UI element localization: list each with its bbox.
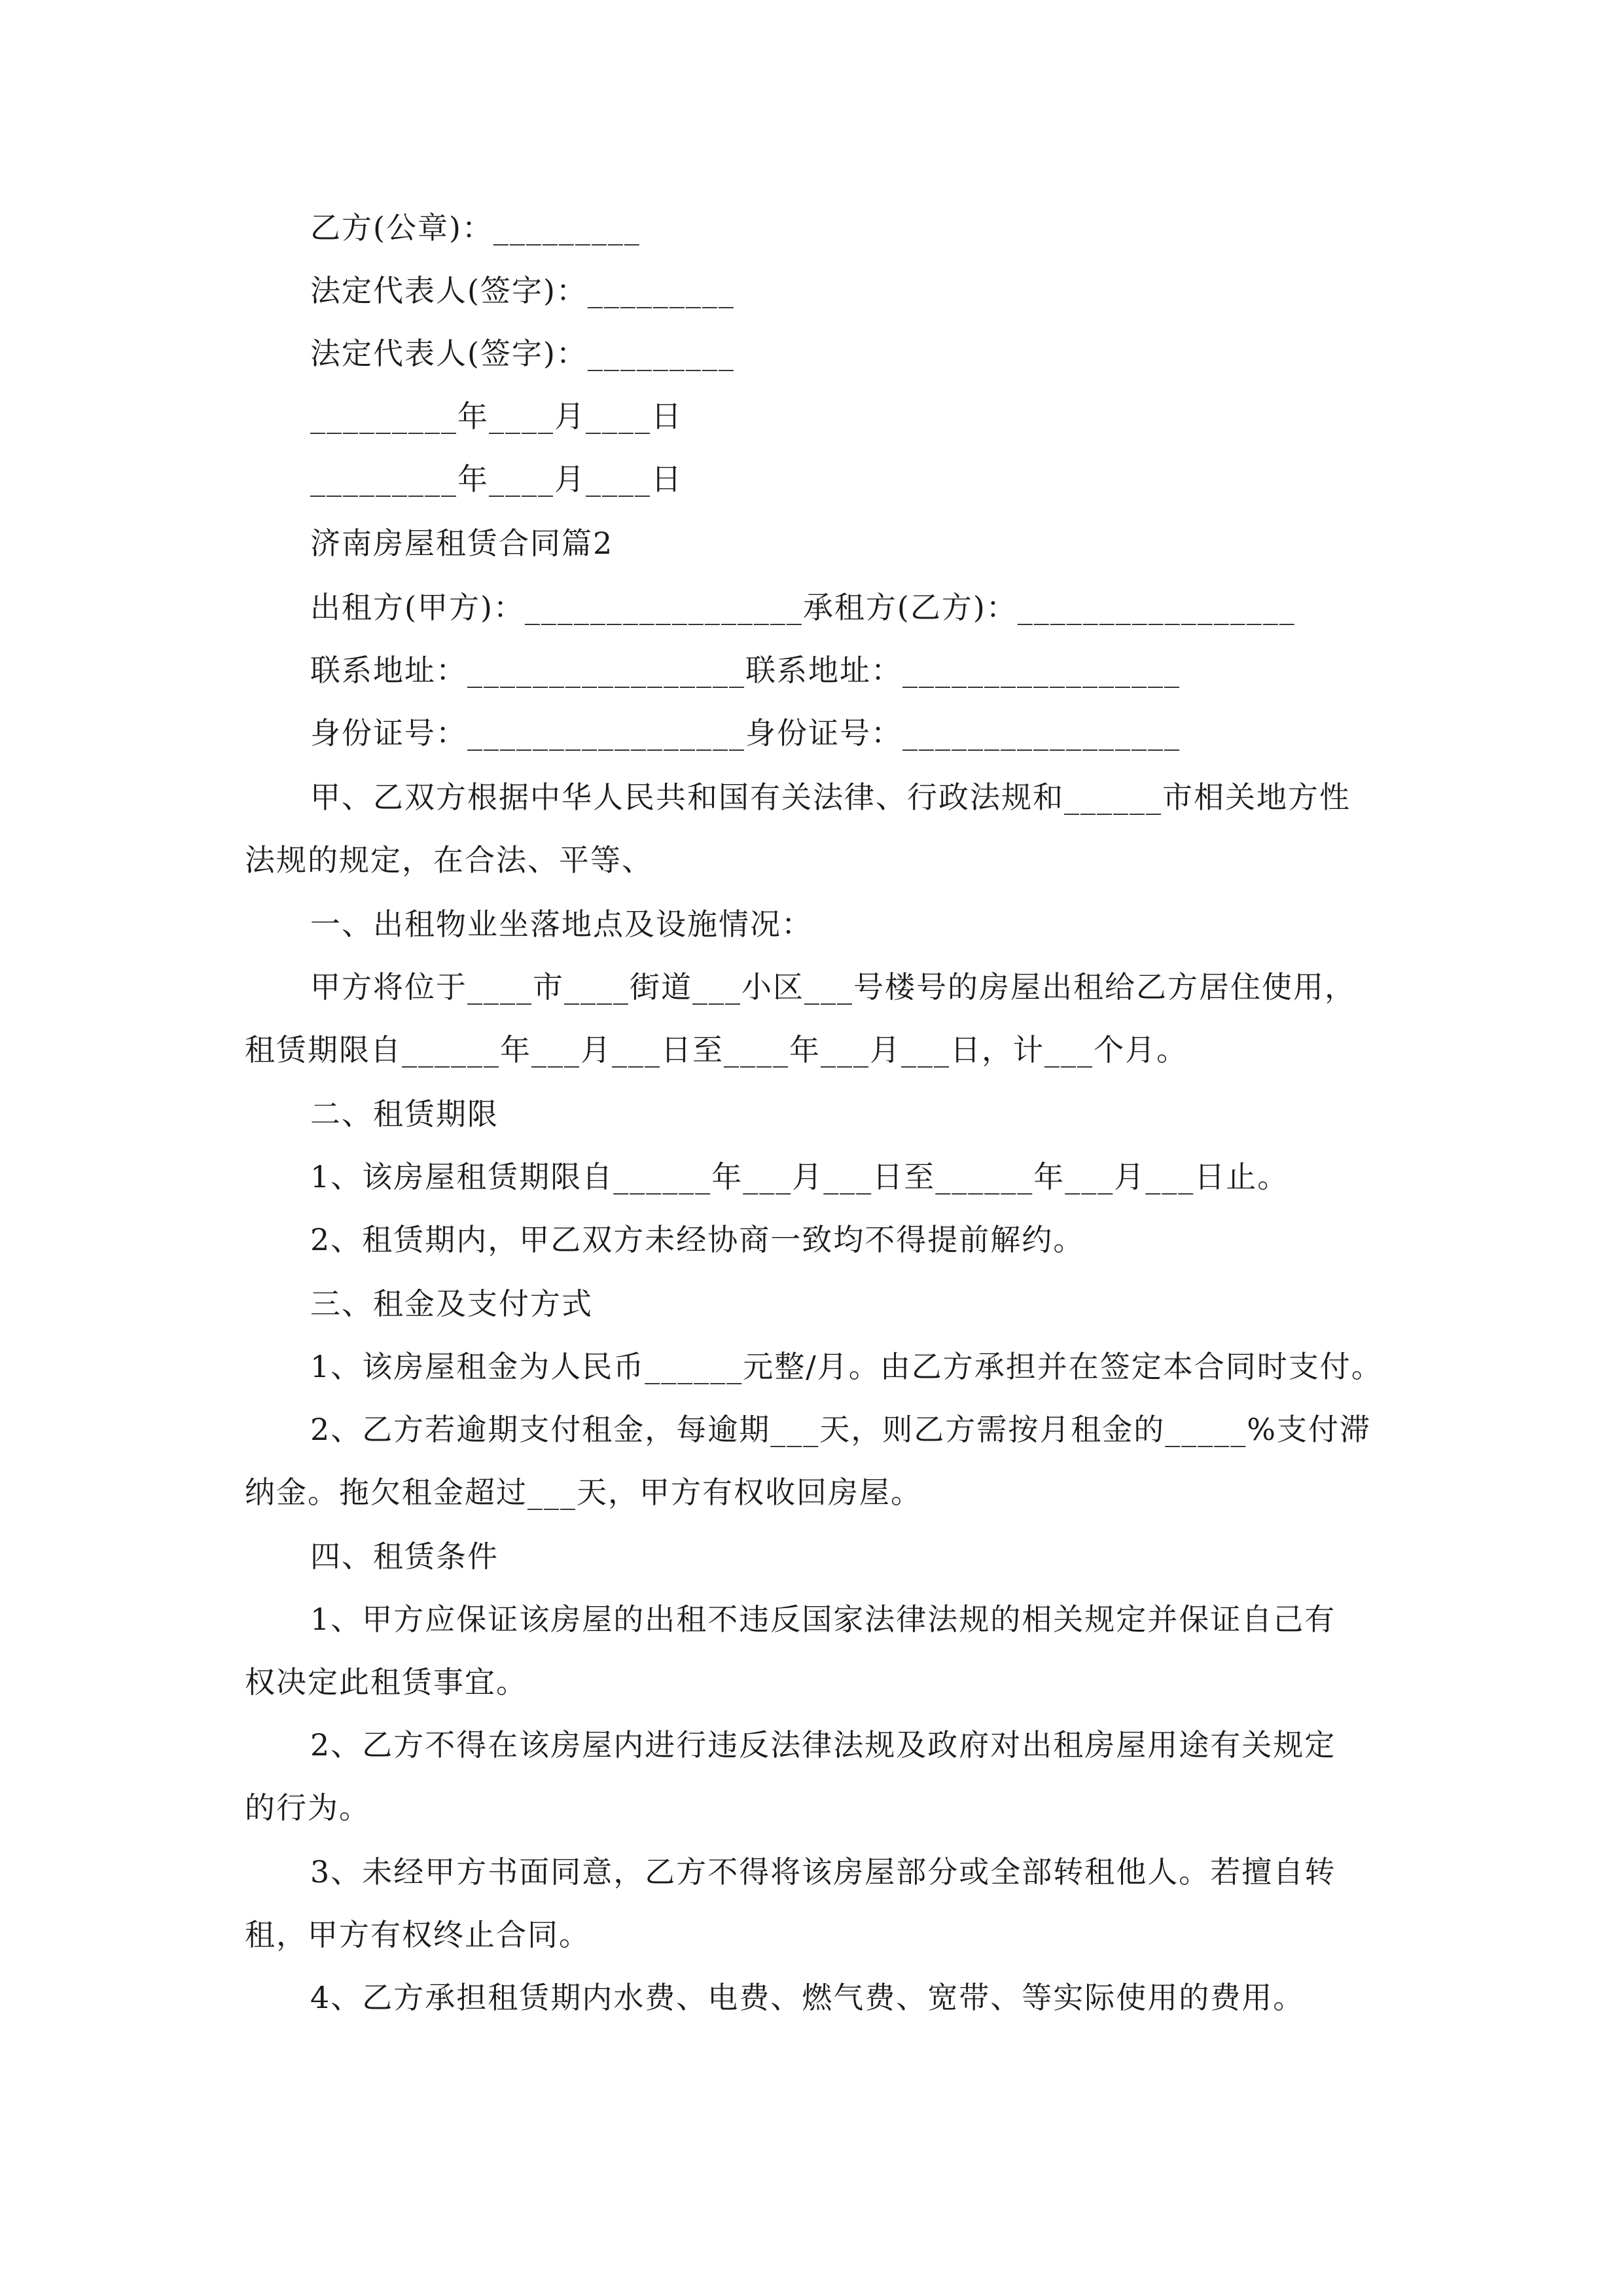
article-heading: 三、租金及支付方式 xyxy=(310,1286,593,1321)
article-item: 1、该房屋租金为人民币______元整/月。由乙方承担并在签定本合同时支付。 xyxy=(310,1349,1383,1384)
date-line: _________年____月____日 xyxy=(310,399,683,434)
article-item: 2、乙方若逾期支付租金，每逾期___天，则乙方需按月租金的_____%支付滞 xyxy=(310,1412,1371,1447)
parties-row-lessor-lessee: 出租方(甲方)：_________________承租方(乙方)：_________________ xyxy=(310,590,1296,625)
article-item: 纳金。拖欠租金超过___天，甲方有权收回房屋。 xyxy=(245,1475,922,1510)
article-item: 租，甲方有权终止合同。 xyxy=(245,1917,590,1952)
article-item: 2、乙方不得在该房屋内进行违反法律法规及政府对出租房屋用途有关规定 xyxy=(310,1727,1336,1763)
parties-row-id-number: 身份证号：_________________身份证号：_________________ xyxy=(310,715,1181,751)
preamble-line: 法规的规定，在合法、平等、 xyxy=(245,842,653,878)
article-text: 甲方将位于____市____街道___小区___号楼号的房屋出租给乙方居住使用， xyxy=(310,969,1356,1005)
article-text: 租赁期限自______年___月___日至____年___月___日，计___个月。 xyxy=(245,1032,1188,1067)
article-heading: 二、租赁期限 xyxy=(310,1096,499,1132)
article-heading: 一、出租物业坐落地点及设施情况： xyxy=(310,906,813,942)
article-item: 权决定此租赁事宜。 xyxy=(245,1664,527,1700)
legal-rep-signature-line: 法定代表人(签字)：_________ xyxy=(310,336,735,371)
preamble-line: 甲、乙双方根据中华人民共和国有关法律、行政法规和______市相关地方性 xyxy=(310,780,1351,815)
article-item: 1、该房屋租赁期限自______年___月___日至______年___月___日止。 xyxy=(310,1159,1289,1194)
section-title: 济南房屋租赁合同篇2 xyxy=(310,526,614,561)
date-line: _________年____月____日 xyxy=(310,461,683,497)
article-item: 4、乙方承担租赁期内水费、电费、燃气费、宽带、等实际使用的费用。 xyxy=(310,1980,1305,2015)
parties-row-address: 联系地址：_________________联系地址：_________________ xyxy=(310,653,1181,688)
article-item: 1、甲方应保证该房屋的出租不违反国家法律法规的相关规定并保证自己有 xyxy=(310,1602,1336,1637)
party-b-seal-line: 乙方(公章)：_________ xyxy=(310,210,641,245)
article-item: 2、租赁期内，甲乙双方未经协商一致均不得提前解约。 xyxy=(310,1222,1085,1257)
legal-rep-signature-line: 法定代表人(签字)：_________ xyxy=(310,273,735,308)
article-heading: 四、租赁条件 xyxy=(310,1539,499,1574)
article-item: 3、未经甲方书面同意，乙方不得将该房屋部分或全部转租他人。若擅自转 xyxy=(310,1854,1336,1890)
article-item: 的行为。 xyxy=(245,1790,370,1825)
